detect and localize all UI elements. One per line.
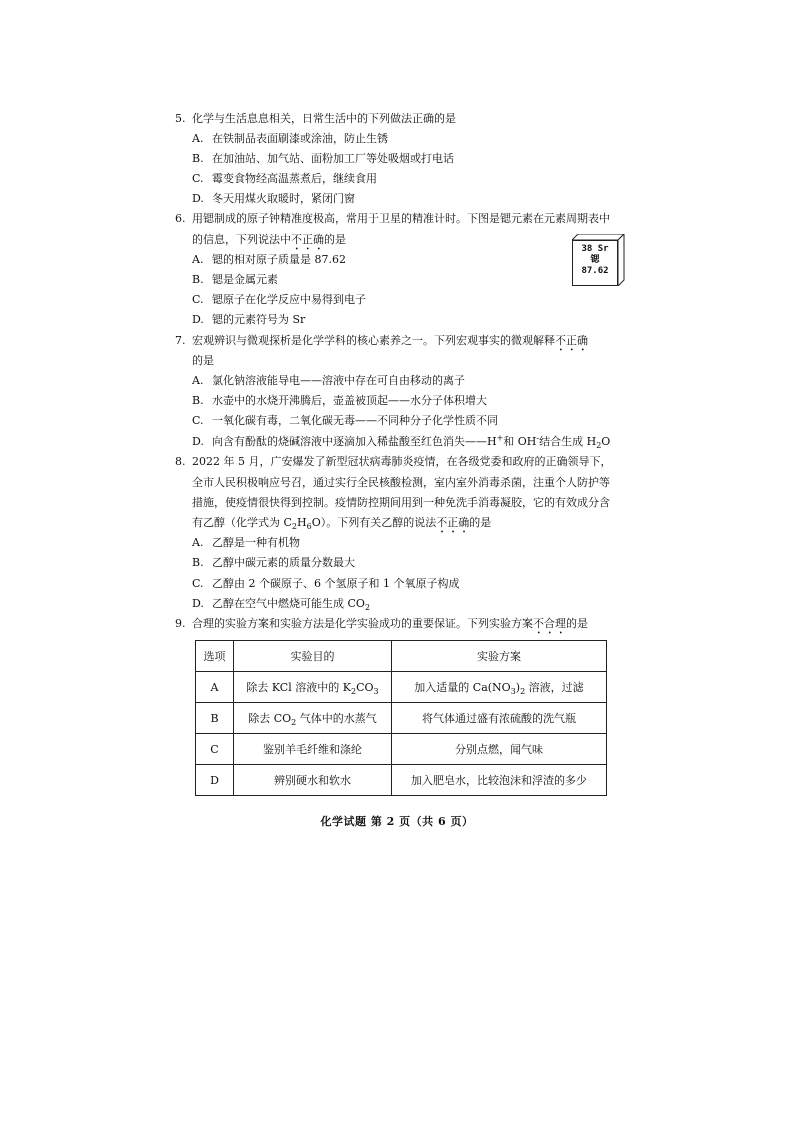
table-cell-option: C xyxy=(196,734,234,765)
q8-stem-line3: 措施，使疫情很快得到控制。疫情防控期间用到一种免洗手消毒凝胶，它的有效成分含 xyxy=(192,496,610,509)
q5-option-d: D. 冬天用煤火取暖时，紧闭门窗 xyxy=(192,192,355,205)
table-cell-plan: 加入肥皂水，比较泡沫和浮渣的多少 xyxy=(392,765,607,796)
q7-option-b: B. 水壶中的水烧开沸腾后，壶盖被顶起——水分子体积增大 xyxy=(192,394,487,407)
element-info-box xyxy=(572,240,618,286)
q7-option-d: D. 向含有酚酞的烧碱溶液中逐滴加入稀盐酸至红色消失——H+和 OH-结合生成 $H_2O$ xyxy=(192,433,611,451)
q9-table xyxy=(195,640,607,796)
element-mass: 87.62 xyxy=(581,266,609,276)
q8-option-b: B. 乙醇中碳元素的质量分数最大 xyxy=(192,556,355,569)
q8-stem-line2: 全市人民积极响应号召，通过实行全民核酸检测，室内室外消毒杀菌，注重个人防护等 xyxy=(192,476,610,489)
table-cell-option: B xyxy=(196,703,234,734)
q7-option-c: C. 一氧化碳有毒，二氧化碳无毒——不同种分子化学性质不同 xyxy=(192,414,498,427)
q5-option-c: C. 霉变食物经高温蒸煮后，继续食用 xyxy=(192,172,377,185)
table-cell-option: D xyxy=(196,765,234,796)
table-row xyxy=(196,765,607,796)
q8-option-a: A. 乙醇是一种有机物 xyxy=(192,536,300,549)
q9-number: 9. xyxy=(175,617,186,630)
q5-number: 5. xyxy=(175,112,186,125)
table-cell-plan: 加入适量的 $Ca(NO_3)_2$ 溶液，过滤 xyxy=(392,672,607,703)
q5-option-a: A. 在铁制品表面刷漆或涂油，防止生锈 xyxy=(192,132,388,145)
table-cell-plan: 将气体通过盛有浓硫酸的洗气瓶 xyxy=(392,703,607,734)
table-header-row xyxy=(196,641,607,672)
table-header-purpose: 实验目的 xyxy=(234,641,392,672)
q7-stem-line1: 宏观辨识与微观探析是化学学科的核心素养之一。下列宏观事实的微观解释不正确 xyxy=(192,334,588,347)
q9-stem: 合理的实验方案和实验方法是化学实验成功的重要保证。下列实验方案不合理的是 xyxy=(192,617,588,630)
q8-stem-line4: 有乙醇（化学式为 $C_2H_6O$）。下列有关乙醇的说法不正确的是 xyxy=(192,516,492,532)
table-row xyxy=(196,734,607,765)
table-cell-purpose: 除去 $CO_2$ 气体中的水蒸气 xyxy=(234,703,392,734)
q5-option-b: B. 在加油站、加气站、面粉加工厂等处吸烟或打电话 xyxy=(192,152,454,165)
q6-stem-line1: 用锶制成的原子钟精准度极高，常用于卫星的精准计时。下图是锶元素在元素周期表中 xyxy=(192,212,610,225)
table-cell-plan: 分别点燃，闻气味 xyxy=(392,734,607,765)
q6-option-b: B. 锶是金属元素 xyxy=(192,273,278,286)
q6-number: 6. xyxy=(175,212,186,225)
element-name: 锶 xyxy=(590,255,600,265)
table-row xyxy=(196,703,607,734)
table-cell-purpose: 鉴别羊毛纤维和涤纶 xyxy=(234,734,392,765)
table-header-plan: 实验方案 xyxy=(392,641,607,672)
table-header-option: 选项 xyxy=(196,641,234,672)
q6-option-a: A. 锶的相对原子质量是 87.62 xyxy=(192,253,346,266)
q8-stem-line1: 2022 年 5 月，广安爆发了新型冠状病毒肺炎疫情，在各级党委和政府的正确领导下， xyxy=(192,455,612,468)
q7-option-a: A. 氯化钠溶液能导电——溶液中存在可自由移动的离子 xyxy=(192,374,465,387)
q7-number: 7. xyxy=(175,334,186,347)
table-cell-purpose: 除去 KCl 溶液中的 $K_2CO_3$ xyxy=(234,672,392,703)
q5-stem: 化学与生活息息相关，日常生活中的下列做法正确的是 xyxy=(192,112,456,125)
element-number-symbol: 38 Sr xyxy=(581,244,609,254)
table-row xyxy=(196,672,607,703)
q6-option-c: C. 锶原子在化学反应中易得到电子 xyxy=(192,293,366,306)
element-box-side-face xyxy=(618,234,626,286)
table-cell-purpose: 辨别硬水和软水 xyxy=(234,765,392,796)
q8-option-c: C. 乙醇由 2 个碳原子、6 个氢原子和 1 个氧原子构成 xyxy=(192,577,460,590)
q8-option-d: D. 乙醇在空气中燃烧可能生成 $CO_2$ xyxy=(192,597,371,613)
page-footer: 化学试题 第 2 页（共 6 页） xyxy=(320,815,474,828)
q6-option-d: D. 锶的元素符号为 Sr xyxy=(192,313,306,326)
q7-stem-line2: 的是 xyxy=(192,354,214,367)
q6-stem-line2: 的信息，下列说法中不正确的是 xyxy=(192,233,346,246)
q8-number: 8. xyxy=(175,455,186,468)
table-cell-option: A xyxy=(196,672,234,703)
